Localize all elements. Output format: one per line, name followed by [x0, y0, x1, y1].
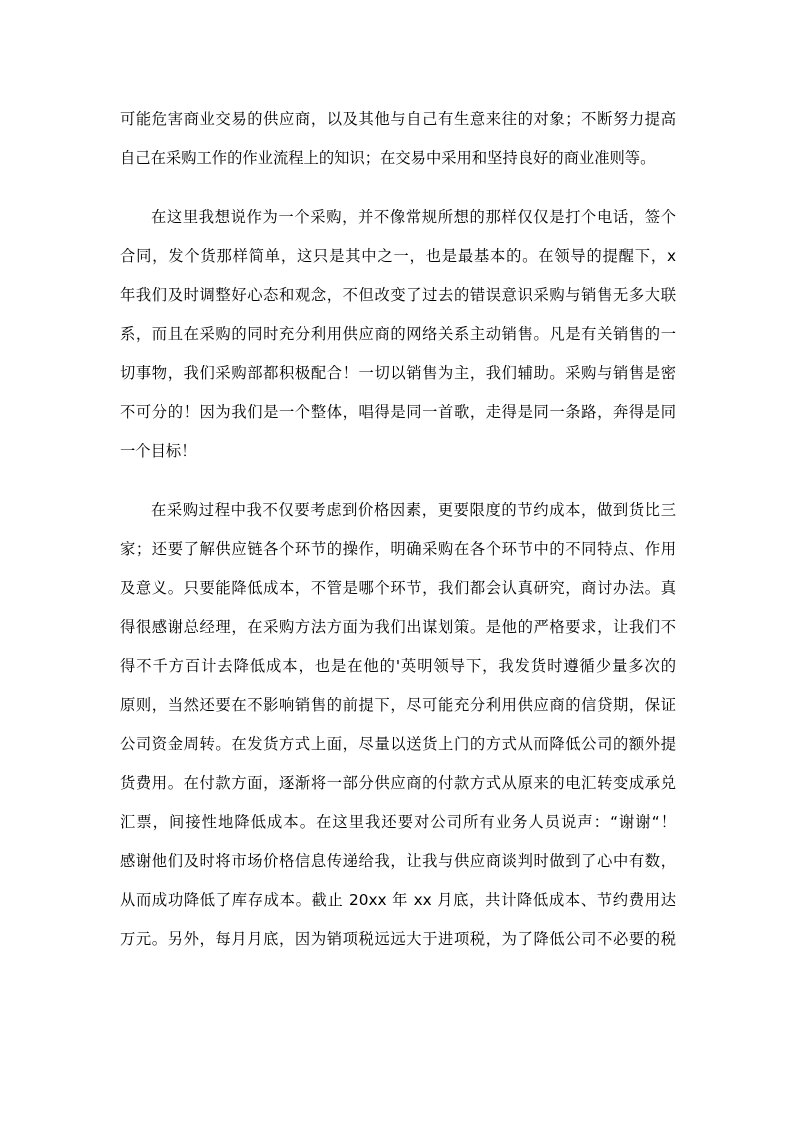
paragraph-spacer — [120, 178, 676, 198]
paragraph-2 — [120, 198, 676, 471]
paragraph-3 — [120, 491, 676, 959]
text-line: 从而成功降低了库存成本。截止 20xx 年 xx 月底，共计降低成本、节约费用达 — [120, 891, 676, 909]
text-line: 及意义。只要能降低成本，不管是哪个环节，我们都会认真研究，商讨办法。真 — [120, 579, 676, 597]
text-line: 感谢他们及时将市场价格信息传递给我，让我与供应商谈判时做到了心中有数， — [120, 852, 676, 870]
text-line: 合同，发个货那样简单，这只是其中之一，也是最基本的。在领导的提醒下，x — [120, 247, 676, 265]
text-line: 家；还要了解供应链各个环节的操作，明确采购在各个环节中的不同特点、作用 — [120, 540, 676, 558]
text-line: 万元。另外，每月月底，因为销项税远远大于进项税，为了降低公司不必要的税 — [120, 930, 676, 948]
text-line: 汇票，间接性地降低成本。在这里我还要对公司所有业务人员说声：“谢谢“！ — [120, 813, 676, 831]
text-line: 得不千方百计去降低成本，也是在他的'英明领导下，我发货时遵循少量多次的 — [120, 657, 676, 675]
document-body — [120, 100, 676, 959]
text-line: 公司资金周转。在发货方式上面，尽量以送货上门的方式从而降低公司的额外提 — [120, 735, 676, 753]
text-line: 自己在采购工作的作业流程上的知识；在交易中采用和坚持良好的商业准则等。 — [120, 149, 656, 167]
paragraph-spacer — [120, 471, 676, 491]
text-line: 可能危害商业交易的供应商，以及其他与自己有生意来往的对象；不断努力提高 — [120, 110, 676, 128]
text-line: 原则，当然还要在不影响销售的前提下，尽可能充分利用供应商的信贷期，保证 — [120, 696, 676, 714]
text-line: 不可分的！因为我们是一个整体，唱得是同一首歌，走得是同一条路，奔得是同 — [120, 403, 676, 421]
text-line: 年我们及时调整好心态和观念，不但改变了过去的错误意识采购与销售无多大联 — [120, 286, 676, 304]
text-line: 货费用。在付款方面，逐渐将一部分供应商的付款方式从原来的电汇转变成承兑 — [120, 774, 676, 792]
text-line: 切事物，我们采购部都积极配合！一切以销售为主，我们辅助。采购与销售是密 — [120, 364, 676, 382]
text-line: 得很感谢总经理，在采购方法方面为我们出谋划策。是他的严格要求，让我们不 — [120, 618, 676, 636]
text-line: 系，而且在采购的同时充分利用供应商的网络关系主动销售。凡是有关销售的一 — [120, 325, 676, 343]
text-line: 在采购过程中我不仅要考虑到价格因素，更要限度的节约成本，做到货比三 — [151, 501, 676, 519]
text-line: 在这里我想说作为一个采购，并不像常规所想的那样仅仅是打个电话，签个 — [151, 208, 676, 226]
paragraph-1 — [120, 100, 676, 178]
text-line: 一个目标！ — [120, 442, 197, 460]
